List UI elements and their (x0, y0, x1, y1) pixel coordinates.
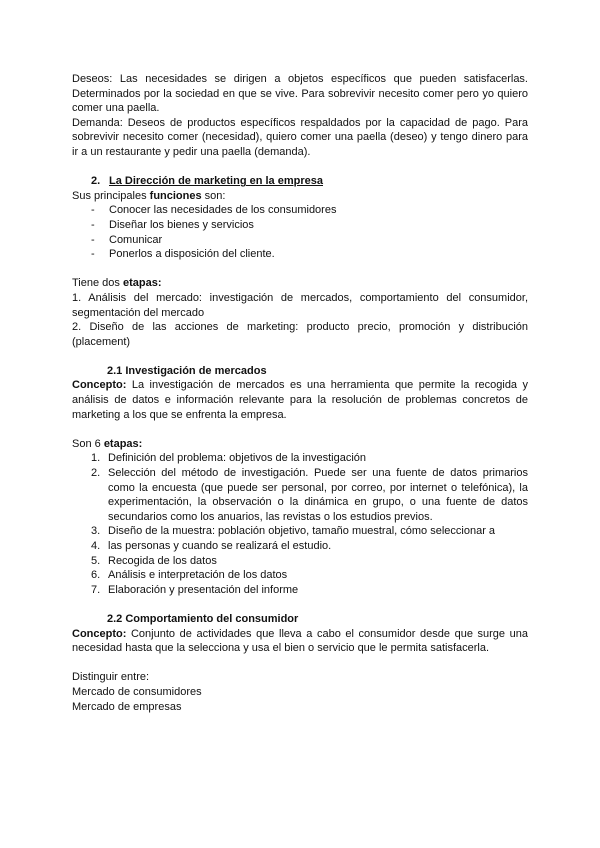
functions-list (72, 203, 528, 261)
list-item: 1. Definición del problema: objetivos de la investigación (91, 452, 367, 465)
section-2-2-heading: 2.2 Comportamiento del consumidor (107, 612, 299, 625)
steps-keyword: etapas: (103, 437, 143, 450)
list-item: 3. Diseño de la muestra: población objetivo, tamaño muestral, cómo seleccionar a (91, 525, 496, 538)
market-companies: Mercado de empresas (72, 700, 182, 713)
market-consumers: Mercado de consumidores (72, 685, 202, 698)
section-2-heading (91, 174, 528, 189)
demanda-paragraph: Demanda: Deseos de productos específicos respaldados por la capacidad de pago. Para sobrevivir necesito comer (necesidad), quiero comer una paella (deseo) y tengo dinero para ir a un restaurante y pedir una paella (demanda). (72, 116, 528, 158)
etapa-2: 2. Diseño de las acciones de marketing: producto precio, promoción y distribución (placement) (72, 321, 528, 348)
section-2-1-concepto: Concepto: La investigación de mercados es una herramienta que permite la recogida y análisis de datos e información relevante para la resolución de problemas concretos de marketing a los que se enfrenta la empresa. (72, 379, 528, 421)
section-2-title: La Dirección de marketing en la empresa (109, 175, 323, 188)
list-item: - Ponerlos a disposición del cliente. (91, 248, 275, 261)
section-2-2-concepto: Concepto: Conjunto de actividades que lleva a cabo el consumidor desde que surge una necesidad hasta que la selecciona y usa el bien o servicio que le permita satisfacerla. (72, 627, 528, 655)
list-item: - Diseñar los bienes y servicios (91, 218, 254, 231)
deseos-label: Deseos: (72, 73, 113, 85)
distinguir-intro: Distinguir entre: (72, 671, 150, 684)
section-2-1-heading: 2.1 Investigación de mercados (107, 364, 267, 377)
steps-list (72, 451, 528, 597)
functions-keyword: funciones (149, 189, 202, 202)
list-item: 7. Elaboración y presentación del informe (91, 583, 299, 596)
list-item: 4. las personas y cuando se realizará el estudio. (91, 540, 332, 552)
concepto-label: Concepto: (72, 627, 127, 640)
etapas-intro: Tiene dos etapas: (72, 277, 162, 290)
deseos-paragraph (72, 72, 528, 116)
document-body (72, 72, 528, 714)
etapas-keyword: etapas: (122, 277, 162, 290)
list-item: - Conocer las necesidades de los consumidores (91, 204, 337, 217)
concepto-label: Concepto: (72, 379, 127, 392)
list-item: 6. Análisis e interpretación de los datos (91, 569, 288, 582)
list-item: 5. Recogida de los datos (91, 554, 217, 567)
section-2-number: 2. (91, 175, 101, 188)
functions-intro: Sus principales funciones son: (72, 189, 226, 202)
steps-intro: Son 6 etapas: (72, 437, 143, 450)
list-item: 2. Selección del método de investigación. Puede ser una fuente de datos primarios como la encuesta (que puede ser personal, por correo, por internet o telefónica), la experimentación, la observación o la dinámica en grupo, o una fuente de datos secundarios como los anuarios, las revistas o los estudios previos. (91, 467, 528, 523)
list-item: - Comunicar (91, 233, 163, 246)
etapa-1: 1. Análisis del mercado: investigación de mercados, comportamiento del consumidor, segmentación del mercado (72, 291, 528, 319)
deseos-text: Las necesidades se dirigen a objetos específicos que pueden satisfacerlas. Determinados por la sociedad en que se vive. Para sobrevivir necesito comer pero yo quiero comer una paella. (72, 73, 528, 115)
